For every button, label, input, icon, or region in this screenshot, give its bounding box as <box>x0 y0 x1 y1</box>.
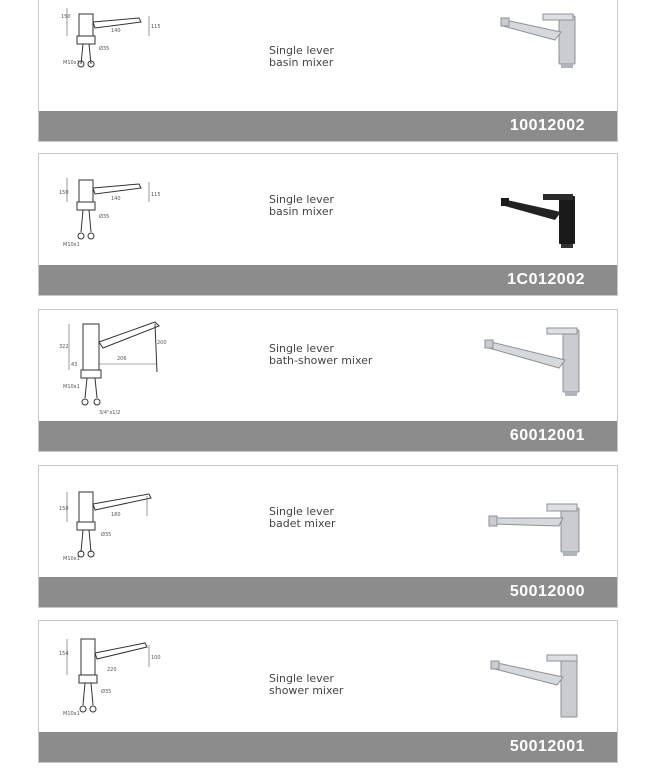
drawing-label: M10x1 <box>63 60 80 66</box>
drawing-label: 180 <box>111 512 121 518</box>
drawing-label: Ø35 <box>101 532 112 538</box>
faucet-photo <box>477 6 597 106</box>
technical-drawing <box>59 158 199 262</box>
faucet-photo <box>477 160 597 260</box>
product-card <box>38 309 618 452</box>
description-line: Single lever <box>269 505 334 518</box>
drawing-label: 154 <box>59 651 69 657</box>
description-line: Single lever <box>269 193 334 206</box>
description-line: Single lever <box>269 44 334 57</box>
product-card <box>38 620 618 763</box>
product-code-bar <box>39 421 617 451</box>
description-line: Single lever <box>269 342 334 355</box>
drawing-label: 140 <box>111 28 121 34</box>
description-line: badet mixer <box>269 517 336 530</box>
product-code-bar <box>39 577 617 607</box>
product-code-bar <box>39 111 617 141</box>
description-line: basin mixer <box>269 56 334 69</box>
product-card-body <box>39 310 617 422</box>
product-code: 60012001 <box>509 427 585 444</box>
product-code: 1C012002 <box>507 271 585 288</box>
product-card-body <box>39 0 617 113</box>
product-code-bar <box>39 732 617 762</box>
drawing-label: 206 <box>117 356 127 362</box>
technical-drawing <box>59 625 199 729</box>
technical-drawing <box>59 470 199 574</box>
product-card <box>38 153 618 296</box>
product-code: 50012000 <box>509 583 585 600</box>
drawing-label: M10x1 <box>63 556 80 562</box>
drawing-label: 115 <box>151 192 161 198</box>
product-card-body <box>39 621 617 733</box>
product-description <box>269 343 372 367</box>
faucet-photo <box>477 627 597 727</box>
drawing-label: 150 <box>61 14 71 20</box>
technical-drawing <box>59 314 199 418</box>
description-line: Single lever <box>269 672 334 685</box>
drawing-label: 100 <box>151 655 161 661</box>
drawing-label: 43 <box>71 362 78 368</box>
drawing-label: 140 <box>111 196 121 202</box>
product-description <box>269 194 334 218</box>
product-description <box>269 45 334 69</box>
product-card-body <box>39 154 617 266</box>
product-card-body <box>39 466 617 578</box>
faucet-photo <box>477 316 597 416</box>
drawing-label: Ø35 <box>101 689 112 695</box>
drawing-label: 150 <box>59 190 69 196</box>
product-description <box>269 506 336 530</box>
drawing-label: Ø35 <box>99 214 110 220</box>
description-line: shower mixer <box>269 684 344 697</box>
drawing-label: 322 <box>59 344 69 350</box>
technical-drawing <box>59 6 199 110</box>
faucet-photo <box>477 472 597 572</box>
product-code-bar <box>39 265 617 295</box>
drawing-label: 220 <box>107 667 117 673</box>
description-line: basin mixer <box>269 205 334 218</box>
drawing-label: M10x1 <box>63 384 80 390</box>
drawing-label: M10x1 <box>63 711 80 717</box>
product-card <box>38 465 618 608</box>
product-code: 50012001 <box>509 738 585 755</box>
drawing-label: Ø35 <box>99 46 110 52</box>
product-description <box>269 673 343 697</box>
description-line: bath-shower mixer <box>269 354 373 367</box>
drawing-label: 115 <box>151 24 161 30</box>
drawing-label: 200 <box>157 340 167 346</box>
drawing-label: 150 <box>59 506 69 512</box>
product-card <box>38 0 618 142</box>
drawing-label: M10x1 <box>63 242 80 248</box>
product-code: 10012002 <box>509 117 585 134</box>
drawing-label: 3/4"x1/2 <box>99 410 121 416</box>
